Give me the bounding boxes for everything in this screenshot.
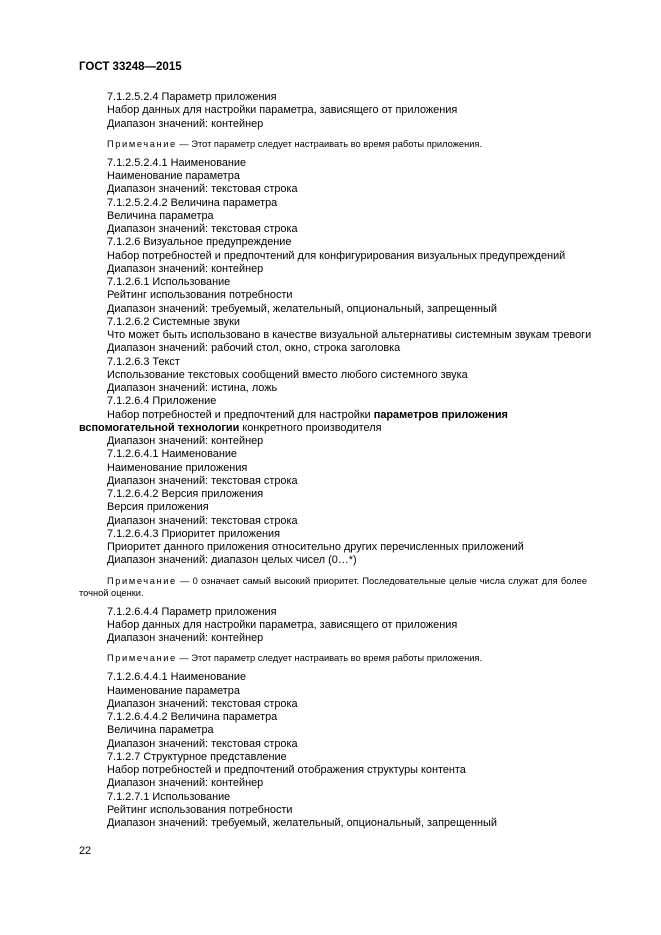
clause-text-part: конкретного производителя (239, 421, 382, 434)
note-text: — Этот параметр следует настраивать во время работы приложения. (176, 653, 483, 664)
note-label: Примечание (107, 575, 177, 586)
clause-range: Диапазон значений: текстовая строка (107, 737, 298, 750)
clause-text: Использование текстовых сообщений вместо любого системного звука (107, 368, 468, 381)
note-text: — 0 означает самый высокий приоритет. Последовательные целые числа служат для более точной оценки. (79, 575, 587, 598)
clause-heading: 7.1.2.6.2 Системные звуки (107, 315, 240, 328)
clause-text-part: Набор потребностей и предпочтений для настройки (107, 408, 374, 421)
clause-range: Диапазон значений: текстовая строка (107, 183, 298, 196)
clause-text: Приоритет данного приложения относительно других перечисленных приложений (107, 541, 524, 553)
note (79, 138, 587, 150)
clause-range: Диапазон значений: контейнер (107, 632, 264, 644)
clause-text: Набор потребностей и предпочтений для конфигурирования визуальных предупреждений (107, 249, 566, 262)
clause-range: Диапазон значений: рабочий стол, окно, строка заголовка (107, 342, 401, 355)
clause-text: Набор данных для настройки параметра, зависящего от приложения (107, 104, 458, 117)
clause-text: Рейтинг использования потребности (107, 803, 293, 816)
clause-range: Диапазон значений: контейнер (107, 777, 264, 790)
clause-heading: 7.1.2.6.4.1 Наименование (107, 448, 237, 461)
clause-heading: 7.1.2.6.4.4.2 Величина параметра (107, 711, 278, 723)
note-label: Примечание (107, 138, 177, 149)
clause-text: Наименование параметра (107, 170, 240, 182)
clause-range: Диапазон значений: контейнер (107, 117, 264, 130)
clause-text: Рейтинг использования потребности (107, 289, 293, 302)
note-text: — Этот параметр следует настраивать во время работы приложения. (176, 138, 483, 149)
clause-heading: 7.1.2.7.1 Использование (107, 790, 231, 803)
page-number: 22 (79, 845, 92, 857)
clause-heading: 7.1.2.6.4.4.1 Наименование (107, 671, 247, 684)
clause-text (79, 409, 587, 436)
clause-text: Набор потребностей и предпочтений отображения структуры контента (107, 764, 466, 776)
clause-text: Набор данных для настройки параметра, зависящего от приложения (107, 618, 458, 631)
document-header: ГОСТ 33248—2015 (79, 61, 182, 73)
clause-range: Диапазон значений: требуемый, желательный, опциональный, запрещенный (107, 302, 497, 315)
document-body (79, 91, 592, 830)
clause-heading: 7.1.2.5.2.4.1 Наименование (107, 156, 247, 169)
note (79, 575, 587, 599)
clause-range: Диапазон значений: требуемый, желательный, опциональный, запрещенный (107, 817, 497, 829)
clause-range: Диапазон значений: текстовая строка (107, 474, 298, 487)
clause-range: Диапазон значений: контейнер (107, 262, 264, 275)
clause-heading: 7.1.2.6.4.4 Параметр приложения (107, 605, 277, 618)
clause-text: Что может быть использовано в качестве визуальной альтернативы системным звукам тревоги (107, 329, 592, 341)
clause-heading: 7.1.2.6.4.3 Приоритет приложения (107, 527, 281, 540)
clause-range: Диапазон значений: диапазон целых чисел (0…*) (107, 554, 357, 567)
clause-text: Наименование параметра (107, 684, 240, 697)
clause-text: Версия приложения (107, 501, 209, 514)
note (79, 652, 587, 664)
note-label: Примечание (107, 653, 177, 664)
clause-text-bold: параметров приложения вспомогательной технологии (79, 408, 508, 434)
clause-heading: 7.1.2.6.4 Приложение (107, 395, 217, 408)
clause-heading: 7.1.2.5.2.4 Параметр приложения (107, 91, 277, 103)
clause-heading: 7.1.2.7 Структурное представление (107, 750, 287, 763)
clause-text: Величина параметра (107, 209, 214, 222)
clause-heading: 7.1.2.5.2.4.2 Величина параметра (107, 196, 278, 209)
clause-range: Диапазон значений: истина, ложь (107, 382, 278, 394)
clause-range: Диапазон значений: текстовая строка (107, 514, 298, 527)
clause-heading: 7.1.2.6.1 Использование (107, 276, 231, 288)
clause-heading: 7.1.2.6.4.2 Версия приложения (107, 488, 264, 500)
clause-range: Диапазон значений: текстовая строка (107, 223, 298, 235)
clause-range: Диапазон значений: контейнер (107, 435, 264, 447)
clause-text: Наименование приложения (107, 461, 248, 474)
clause-text: Величина параметра (107, 724, 214, 737)
clause-heading: 7.1.2.6.3 Текст (107, 355, 180, 368)
clause-range: Диапазон значений: текстовая строка (107, 697, 298, 710)
clause-heading: 7.1.2.6 Визуальное предупреждение (107, 236, 292, 249)
